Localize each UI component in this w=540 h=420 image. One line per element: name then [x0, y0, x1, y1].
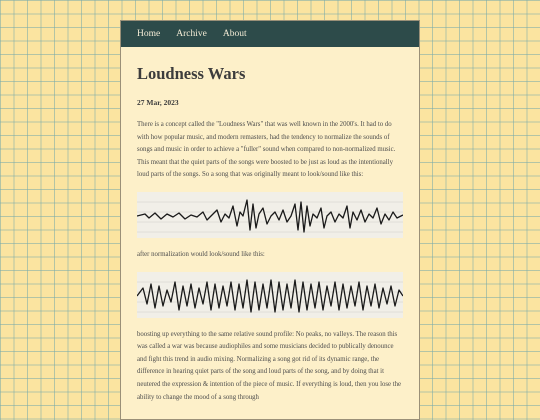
- blog-page: [120, 20, 420, 420]
- post-paragraph-normalization: after normalization would look/sound like this:: [137, 250, 265, 258]
- post-date: 27 Mar, 2023: [137, 98, 179, 107]
- nav-about-link[interactable]: About: [222, 29, 247, 39]
- nav-archive-link[interactable]: Archive: [176, 29, 207, 39]
- nav-home-link[interactable]: Home: [137, 29, 161, 39]
- dynamic-waveform-image: [137, 192, 403, 238]
- post-title: Loudness Wars: [137, 64, 246, 83]
- post-paragraph-explanation: boosting up everything to the same relative sound profile: No peaks, no valleys. The reason this was called a war was because audiophiles and some musicians decided to publically denounce and fight this trend in audio mixing. Normalizing a song got rid of its dynamic range, the difference in hearing quiet parts of the song and loud parts of the song, and by doing that it neutered the expression & intention of the piece of music. If everything is loud, then you lose the ability to change the mood of a song through: [137, 330, 402, 401]
- post-content: [121, 47, 419, 404]
- normalized-waveform-image: [137, 272, 403, 318]
- top-nav: [121, 21, 419, 47]
- post-paragraph-intro: There is a concept called the "Loudness Wars" that was well known in the 2000's. It had to do with how popular music, and modern remasters, had the tendency to normalize the sounds of songs and music in order to achieve a "fuller" sound when compared to non-normalized music. This meant that the quiet parts of the songs were boosted to be just as loud as the intentionally loud parts of the songs. So a song that was originally meant to look/sound like this:: [137, 121, 396, 179]
